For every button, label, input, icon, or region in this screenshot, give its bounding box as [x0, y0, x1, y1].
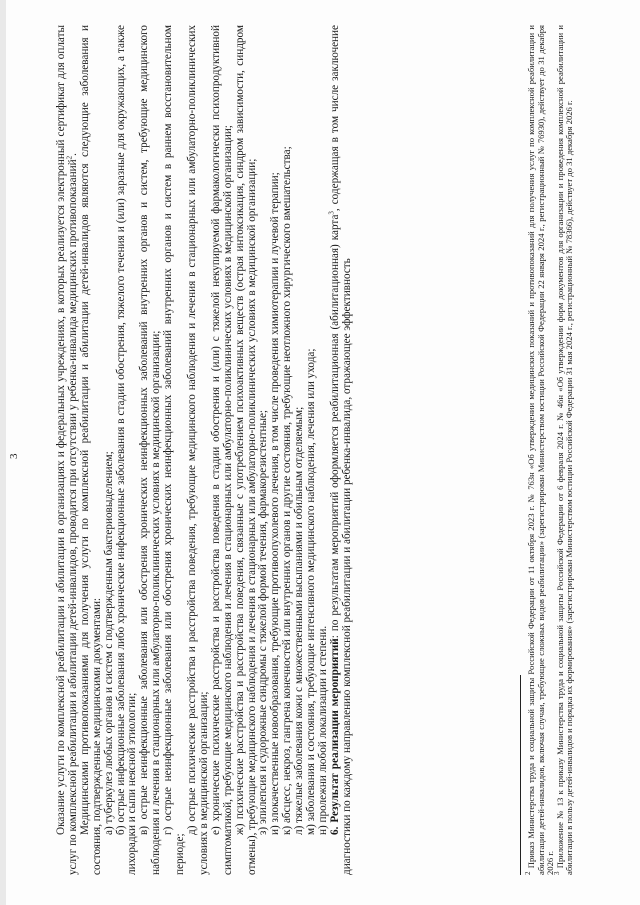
footnote-ref-2: 2	[65, 155, 74, 160]
list-item-v: в) острые неинфекционные заболевания или обострения хронических неинфекционных заболеваний внутренних органов и систем, требующие медицинского наблюдения и лечения в стационарных или амбулаторно-поликлинических условиях в медицинской организации;	[138, 25, 163, 875]
paragraph-contraindications: Медицинскими противопоказаниями для получения услуги по комплексной реабилитации и абилитации детей-инвалидов являются следующие заболевания и состояния, подтвержденные медицинскими документами:	[78, 25, 103, 875]
list-item-d: д) острые психические расстройства и расстройства поведения, требующие медицинского наблюдения и лечения в стационарных или амбулаторно-поликлинических условиях в медицинской организации;	[185, 25, 210, 875]
list-item-z: з) эпилепсия и судорожные синдромы с тяжелой формой течения, фармакорезистентные;	[257, 409, 270, 835]
list-item-a: а) туберкулез любых органов и систем с подтвержденным бактериовыделением;	[102, 451, 115, 835]
list-item-g: г) острые неинфекционные заболевания или обострения хронических неинфекционных заболеваний внутренних органов и систем в раннем восстановительном периоде;	[162, 25, 187, 875]
list-item-n: н) пролежни любой локализации и степени.	[316, 625, 329, 835]
page-number: 3	[8, 453, 20, 459]
footnote-ref-3: 3	[327, 211, 336, 215]
paragraph-intro: Оказание услуги по комплексной реабилитации и абилитации в организациях и федеральных учреждениях, в которых реализуется электронный сертификат для оплаты услуг по комплексной реабилитации и абилитации детей-инвалидов, проводится при отсутствии у ребенка-инвалида медицинских противопоказаний$^2$.	[55, 25, 79, 875]
list-item-l: л) тяжелые заболевания кожи с множественными высыпаниями и обильным отделяемым;	[293, 406, 306, 835]
section-6-heading: 6. Результат реализации мероприятий	[328, 638, 341, 835]
footnote-2: $^2$ Приказ Министерства труда и социальной защиты Российской Федерации от 11 октября 2023 г. № 763н «Об утверждении медицинских показаний и противопоказаний для получения услуг по комплексной реабилитации и абилитации детей-инвалидов, включая случаи, требующие сложных видов реабилитации» (зарегистрирован Министерством юстиции Российской Федерации 22 января 2024 г., регистрационный № 76930), действует до 31 декабря 2026 г.	[524, 25, 556, 875]
document-body	[56, 25, 354, 875]
footnotes	[524, 25, 575, 875]
list-item-e: е) хронические психические расстройства и расстройства поведения в стадии обострения и (или) с тяжелой некупируемой фармакологически психопродуктивной симптоматикой, требующие медицинского наблюдения и лечения в стационарных или амбулаторно-поликлинических условиях в медицинской организации;	[209, 25, 234, 875]
list-item-k: к) абсцесс, некроз, гангрена конечностей или внутренних органов и другие состояния, требующие неотложного хирургического вмешательства;	[281, 146, 294, 835]
list-item-b: б) острые инфекционные заболевания либо хронические инфекционные заболевания в стадии обострения, тяжелого течения и (или) заразные для окружающих, а также лихорадки и сыпи неясной этиологии;	[114, 25, 139, 875]
footnote-3: $^3$ Приложение № 13 к приказу Министерства труда и социальной защиты Российской Федерации от 6 февраля 2024 г. № 46н «Об утверждении форм документов для организации и проведения комплексной реабилитации и абилитации в пользу детей-инвалидов и порядка их формирования» (зарегистрирован Министерством юстиции Российской Федерации 31 мая 2024 г., регистрационный № 78366), действует до 31 декабря 2026 г.	[552, 25, 575, 875]
list-item-zh: ж) психические расстройства и расстройства поведения, связанные с употреблением психоактивных веществ (острая интоксикация, синдром зависимости, синдром отмены), требующие медицинского наблюдения и лечения в стационарных или амбулаторно-поликлинических условиях в медицинской организации;	[233, 25, 258, 875]
list-item-i: и) злокачественные новообразования, требующие противоопухолевого лечения, в том числе проведения химиотерапии и лучевой терапии;	[269, 172, 282, 835]
section-6: 6. Результат реализации мероприятий: по результатам мероприятий оформляется реабилитационная (абилитационная) карта$^3$, содержащая в том числе заключение диагностики по каждому направлению комплексной реабилитации и абилитации ребенка-инвалида, отражающее эффективность	[327, 25, 353, 875]
list-item-m: м) заболевания и состояния, требующие интенсивного медицинского наблюдения, лечения или ухода;	[305, 348, 318, 835]
footnote-separator	[520, 675, 521, 875]
